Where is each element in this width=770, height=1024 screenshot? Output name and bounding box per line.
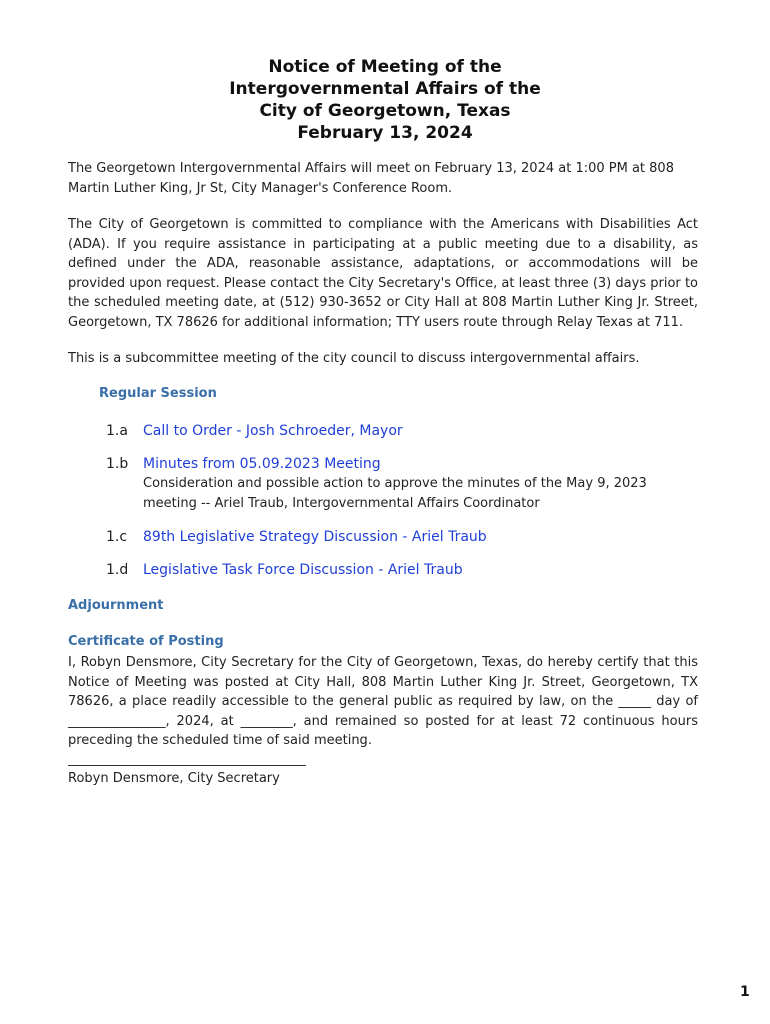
signature-name: Robyn Densmore, City Secretary xyxy=(68,771,280,786)
agenda-item-link[interactable]: 89th Legislative Strategy Discussion - Ariel Traub xyxy=(143,529,487,545)
ada-paragraph: The City of Georgetown is committed to compliance with the Americans with Disabilities Act (ADA). If you require assistance in participating at a public meeting due to a disability, as defined under the ADA, reasonable assistance, adaptations, or accommodations will be provided upon request. Please contact the City Secretary's Office, at least three (3) days prior to the scheduled meeting date, at (512) 930-3652 or City Hall at 808 Martin Luther King Jr. Street, Georgetown, TX 78626 for additional information; TTY users route through Relay Texas at 711. xyxy=(68,217,698,330)
title-line-4: February 13, 2024 xyxy=(297,123,473,143)
regular-session-heading: Regular Session xyxy=(99,386,217,401)
agenda-item-number: 1.b xyxy=(106,456,129,472)
signature-line xyxy=(68,765,306,766)
certificate-body: I, Robyn Densmore, City Secretary for the City of Georgetown, Texas, do hereby certify that this Notice of Meeting was posted at City Hall, 808 Martin Luther King Jr. Street, Georgetown, TX 78626, a place readily accessible to the general public as required by law, on the _____ day of _______________, 2024, at ________, and remained so posted for at least 72 continuous hours preceding the scheduled time of said meeting. xyxy=(68,655,698,748)
agenda-item-link[interactable]: Minutes from 05.09.2023 Meeting xyxy=(143,456,381,472)
purpose-paragraph: This is a subcommittee meeting of the city council to discuss intergovernmental affairs. xyxy=(68,351,640,366)
agenda-item-description: Consideration and possible action to approve the minutes of the May 9, 2023 meeting -- Ariel Traub, Intergovernmental Affairs Coordinator xyxy=(143,476,647,511)
agenda-item-number: 1.c xyxy=(106,529,128,545)
title-line-2: Intergovernmental Affairs of the xyxy=(229,79,541,99)
title-line-3: City of Georgetown, Texas xyxy=(259,101,511,121)
agenda-item-link[interactable]: Call to Order - Josh Schroeder, Mayor xyxy=(143,423,403,439)
intro-paragraph: The Georgetown Intergovernmental Affairs will meet on February 13, 2024 at 1:00 PM at 808 Martin Luther King, Jr St, City Manager's Conference Room. xyxy=(68,161,674,196)
agenda-item-number: 1.d xyxy=(106,562,129,578)
page-number: 1 xyxy=(740,984,750,1000)
adjournment-heading: Adjournment xyxy=(68,598,164,613)
page-title xyxy=(0,56,770,144)
certificate-heading: Certificate of Posting xyxy=(68,634,224,649)
agenda-item-link[interactable]: Legislative Task Force Discussion - Ariel Traub xyxy=(143,562,463,578)
title-line-1: Notice of Meeting of the xyxy=(268,57,502,77)
agenda-item-number: 1.a xyxy=(106,423,128,439)
